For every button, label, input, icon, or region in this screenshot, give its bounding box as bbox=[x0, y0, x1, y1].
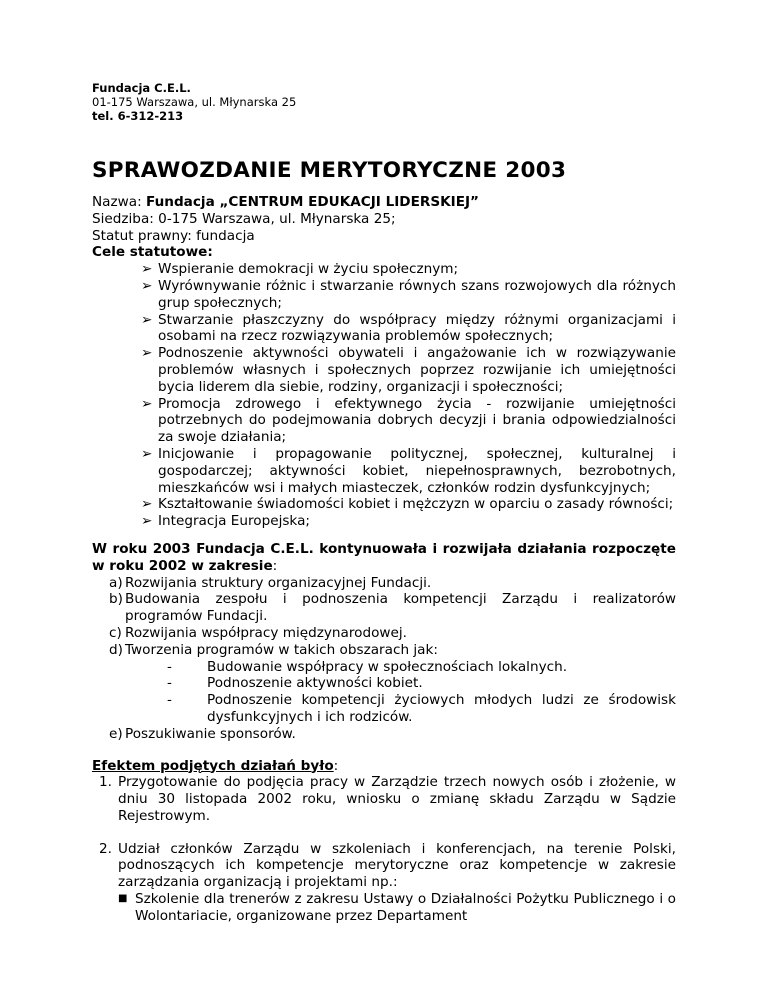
goal-item: ➢ Wspieranie demokracji w życiu społecznym; bbox=[141, 261, 459, 278]
activity-item: c) Rozwijania współpracy międzynarodowej. bbox=[109, 624, 407, 641]
training-item: ■ Szkolenie dla trenerów z zakresu Ustawy o Działalności Pożytku Publicznego i o Wolontariacie, organizowane przez Departament bbox=[118, 891, 676, 924]
activity-item: d) Tworzenia programów w takich obszarach jak: - Budowanie współpracy w społecznościach lokalnych. - Podnoszenie aktywności kobiet. - Podnoszenie kompetencji życiowych młodych ludzi ze środowisk dysfunkcyjnych i ich rodziców. bbox=[109, 641, 676, 725]
goal-item: ➢ Integracja Europejska; bbox=[141, 513, 310, 530]
effect-item: 2. Udział członków Zarządu w szkoleniach i konferencjach, na terenie Polski, podnoszących ich kompetencje merytoryczne oraz kompetencje w zakresie zarządzania organizacją i projektami np.: ■ Szkolenie dla trenerów z zakresu Ustawy o Działalności Pożytku Publicznego i o Wolontariacie, organizowane przez Departament bbox=[99, 840, 676, 924]
dash-bullet-icon: - bbox=[167, 658, 172, 675]
goals-heading: Cele statutowe: bbox=[92, 244, 213, 261]
goal-item: ➢ Kształtowanie świadomości kobiet i mężczyzn w oparciu o zasady równości; bbox=[141, 496, 674, 513]
report-body bbox=[92, 194, 676, 925]
page-title: SPRAWOZDANIE MERYTORYCZNE 2003 bbox=[92, 158, 567, 183]
trainings-list bbox=[118, 891, 676, 925]
org-phone: tel. 6-312-213 bbox=[92, 109, 184, 123]
arrow-bullet-icon: ➢ bbox=[141, 311, 153, 328]
goal-item: ➢ Podnoszenie aktywności obywateli i angażowanie ich w rozwiązywanie problemów własnych i społecznych poprzez rozwijanie ich umiejętności bycia liderem dla siebie, rodziny, organizacji i społeczności; bbox=[141, 345, 676, 395]
activities-heading-line1: W roku 2003 Fundacja C.E.L. kontynuowała i rozwijała działania rozpoczęte bbox=[92, 540, 676, 557]
dash-bullet-icon: - bbox=[167, 692, 172, 709]
activities-list bbox=[92, 575, 676, 743]
seat-line: Siedziba: 0-175 Warszawa, ul. Młynarska 25; bbox=[92, 210, 396, 227]
arrow-bullet-icon: ➢ bbox=[141, 261, 153, 278]
effect-item: 1. Przygotowanie do podjęcia pracy w Zarządzie trzech nowych osób i złożenie, w dniu 30 listopada 2002 roku, wniosku o zmianę składu Zarządu w Sądzie Rejestrowym. bbox=[99, 774, 676, 824]
activity-item: e) Poszukiwanie sponsorów. bbox=[109, 725, 296, 742]
goal-item: ➢ Inicjowanie i propagowanie politycznej, społecznej, kulturalnej i gospodarczej; aktywności kobiet, niepełnosprawnych, bezrobotnych, mieszkańców wsi i małych miasteczek, członków rodzin dysfunkcyjnych; bbox=[141, 445, 676, 496]
activity-item: a) Rozwijania struktury organizacyjnej Fundacji. bbox=[109, 574, 432, 591]
program-areas-list bbox=[125, 659, 676, 726]
activity-item: b) Budowania zespołu i podnoszenia kompetencji Zarządu i realizatorów programów Fundacji. bbox=[109, 591, 676, 625]
org-address: 01-175 Warszawa, ul. Młynarska 25 bbox=[92, 95, 297, 109]
name-value: Fundacja „CENTRUM EDUKACJI LIDERSKIEJ” bbox=[145, 194, 479, 210]
arrow-bullet-icon: ➢ bbox=[141, 496, 153, 513]
effects-heading: Efektem podjętych działań było: bbox=[92, 757, 339, 774]
effects-list bbox=[92, 774, 676, 924]
arrow-bullet-icon: ➢ bbox=[141, 345, 153, 362]
program-area-item: - Podnoszenie aktywności kobiet. bbox=[167, 675, 423, 692]
program-area-item: - Budowanie współpracy w społecznościach lokalnych. bbox=[167, 658, 568, 675]
activities-section bbox=[92, 541, 676, 743]
effects-section bbox=[92, 758, 676, 925]
goals-list bbox=[92, 261, 676, 530]
goal-item: ➢ Promocja zdrowego i efektywnego życia - rozwijanie umiejętności potrzebnych do podejmowania dobrych decyzji i brania odpowiedzialności za swoje działania; bbox=[141, 395, 676, 446]
status-line: Statut prawny: fundacja bbox=[92, 227, 255, 244]
letterhead bbox=[92, 81, 676, 123]
arrow-bullet-icon: ➢ bbox=[141, 445, 153, 462]
goal-item: ➢ Stwarzanie płaszczyzny do współpracy między różnymi organizacjami i osobami na rzecz rozwiązywania problemów społecznych; bbox=[141, 311, 676, 345]
arrow-bullet-icon: ➢ bbox=[141, 277, 153, 294]
arrow-bullet-icon: ➢ bbox=[141, 513, 153, 530]
square-bullet-icon: ■ bbox=[118, 893, 128, 905]
name-line bbox=[92, 194, 676, 211]
org-name: Fundacja C.E.L. bbox=[92, 81, 191, 95]
goal-item: ➢ Wyrównywanie różnic i stwarzanie równych szans rozwojowych dla różnych grup społecznych; bbox=[141, 277, 676, 311]
activities-heading-line2: w roku 2002 w zakresie: bbox=[92, 557, 278, 574]
name-label: Nazwa: bbox=[92, 194, 146, 210]
program-area-item: - Podnoszenie kompetencji życiowych młodych ludzi ze środowisk dysfunkcyjnych i ich rodziców. bbox=[167, 692, 676, 725]
dash-bullet-icon: - bbox=[167, 675, 172, 692]
arrow-bullet-icon: ➢ bbox=[141, 395, 153, 412]
